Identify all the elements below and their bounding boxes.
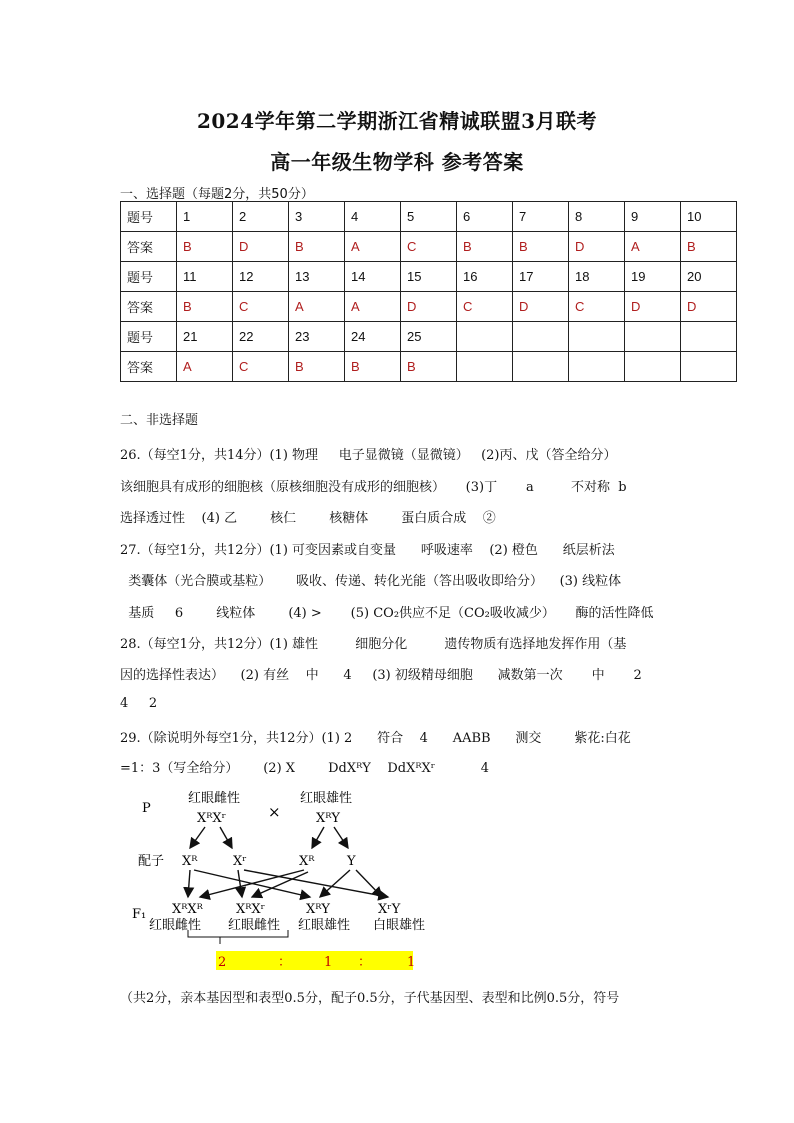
answer-cell: B [289, 352, 345, 382]
question-number-cell: 21 [177, 322, 233, 352]
question-row-label: 题号 [121, 322, 177, 352]
answer-cell: A [289, 292, 345, 322]
answer-cell: D [401, 292, 457, 322]
section2-heading: 二、非选择题 [120, 413, 199, 428]
question-number-cell [681, 322, 737, 352]
answer-row-label: 答案 [121, 352, 177, 382]
section1-heading: 一、选择题（每题2分，共50分） [120, 187, 314, 202]
question-number-cell [457, 322, 513, 352]
answer-cell: B [177, 232, 233, 262]
gamete-2: Xʳ [233, 854, 247, 869]
answer-cell: C [401, 232, 457, 262]
offspring-3-genotype: XᴿY [306, 902, 331, 917]
question-number-cell: 4 [345, 202, 401, 232]
answer-cell: B [177, 292, 233, 322]
question-number-cell: 8 [569, 202, 625, 232]
question-number-cell: 5 [401, 202, 457, 232]
offspring-4-phenotype: 白眼雄性 [373, 918, 426, 933]
answer-cell: C [233, 352, 289, 382]
answer-line: 26.（每空1分，共14分）(1) 物理 电子显微镜（显微镜） (2)丙、戊（答全给分） [120, 448, 617, 463]
cross-diagram [120, 780, 460, 975]
question-number-cell: 17 [513, 262, 569, 292]
ratio-separator-1: ： [278, 955, 292, 970]
parent1-genotype: XᴿXʳ [197, 811, 227, 826]
gamete-1: Xᴿ [182, 854, 198, 869]
answer-table [120, 201, 737, 382]
question-row-label: 题号 [121, 262, 177, 292]
question-number-cell: 22 [233, 322, 289, 352]
question-row [121, 202, 737, 232]
question-number-cell: 24 [345, 322, 401, 352]
answer-line: 27.（每空1分，共12分）(1) 可变因素或自变量 呼吸速率 (2) 橙色 纸层析法 [120, 543, 615, 558]
question-number-cell: 10 [681, 202, 737, 232]
question-number-cell: 1 [177, 202, 233, 232]
answer-cell [569, 352, 625, 382]
question-number-cell: 6 [457, 202, 513, 232]
question-number-cell: 7 [513, 202, 569, 232]
answer-cell: C [233, 292, 289, 322]
question-row [121, 322, 737, 352]
answer-line: 29.（除说明外每空1分，共12分）(1) 2 符合 4 AABB 测交 紫花:白花 [120, 731, 631, 746]
ratio-value-2: 1 [324, 955, 333, 970]
answer-cell: B [345, 352, 401, 382]
answer-cell: B [513, 232, 569, 262]
offspring-4-genotype: XʳY [378, 902, 401, 917]
ratio-separator-2: ： [358, 955, 372, 970]
question-number-cell [513, 322, 569, 352]
answer-row [121, 352, 737, 382]
answer-row-label: 答案 [121, 232, 177, 262]
answer-row [121, 232, 737, 262]
answer-cell: D [233, 232, 289, 262]
ratio-value-1: 2 [218, 955, 227, 970]
question-number-cell: 25 [401, 322, 457, 352]
question-row-label: 题号 [121, 202, 177, 232]
answer-cell: A [177, 352, 233, 382]
answer-cell: D [625, 292, 681, 322]
question-number-cell: 12 [233, 262, 289, 292]
gamete-3: Xᴿ [299, 854, 315, 869]
answer-line: 类囊体（光合膜或基粒） 吸收、传递、转化光能（答出吸收即给分） (3) 线粒体 [120, 574, 622, 589]
answer-line: 选择透过性 (4) 乙 核仁 核糖体 蛋白质合成 ② [120, 511, 496, 526]
answer-line: =1：3（写全给分） (2) X DdXᴿY DdXᴿXʳ 4 [120, 761, 490, 776]
question-number-cell [625, 322, 681, 352]
question-number-cell: 23 [289, 322, 345, 352]
parent1-phenotype: 红眼雌性 [188, 791, 241, 806]
page-title: 2024学年第二学期浙江省精诚联盟3月联考 [196, 109, 598, 133]
answer-cell: D [513, 292, 569, 322]
answer-cell: C [569, 292, 625, 322]
parent2-phenotype: 红眼雄性 [300, 791, 353, 806]
question-number-cell: 19 [625, 262, 681, 292]
p-label: P [142, 801, 151, 816]
cross-symbol: × [268, 803, 281, 821]
footnote: （共2分，亲本基因型和表型0.5分，配子0.5分，子代基因型、表型和比例0.5分，符号 [120, 991, 620, 1006]
offspring-2-genotype: XᴿXʳ [236, 902, 266, 917]
offspring-2-phenotype: 红眼雌性 [228, 918, 281, 933]
ratio-value-3: 1 [407, 955, 416, 970]
answer-cell: B [681, 232, 737, 262]
answer-line: 因的选择性表达） (2) 有丝 中 4 (3) 初级精母细胞 减数第一次 中 2 [120, 668, 642, 683]
answer-cell [681, 352, 737, 382]
question-number-cell: 18 [569, 262, 625, 292]
offspring-1-genotype: XᴿXᴿ [172, 902, 203, 917]
question-number-cell: 11 [177, 262, 233, 292]
answer-cell: B [457, 232, 513, 262]
answer-line: 4 2 [120, 696, 158, 711]
question-number-cell: 13 [289, 262, 345, 292]
question-row [121, 262, 737, 292]
answer-cell: D [681, 292, 737, 322]
parent2-genotype: XᴿY [316, 811, 341, 826]
answer-row [121, 292, 737, 322]
question-number-cell: 15 [401, 262, 457, 292]
question-number-cell: 20 [681, 262, 737, 292]
answer-line: 基质 6 线粒体 (4) > (5) CO₂供应不足（CO₂吸收减少） 酶的活性降低 [120, 606, 654, 621]
question-number-cell: 14 [345, 262, 401, 292]
answer-cell: A [345, 232, 401, 262]
answer-cell [513, 352, 569, 382]
answer-line: 28.（每空1分，共12分）(1) 雄性 细胞分化 遗传物质有选择地发挥作用（基 [120, 637, 627, 652]
ratio-highlight [216, 951, 416, 970]
answer-cell: A [625, 232, 681, 262]
answer-line: 该细胞具有成形的细胞核（原核细胞没有成形的细胞核） (3)丁 a 不对称 b [120, 480, 627, 495]
question-number-cell [569, 322, 625, 352]
question-number-cell: 3 [289, 202, 345, 232]
answer-row-label: 答案 [121, 292, 177, 322]
answer-cell: B [289, 232, 345, 262]
answer-cell: B [401, 352, 457, 382]
answer-cell: C [457, 292, 513, 322]
gamete-label: 配子 [138, 854, 165, 869]
page-subtitle: 高一年级生物学科 参考答案 [270, 150, 524, 174]
f1-label: F₁ [132, 907, 147, 922]
question-number-cell: 16 [457, 262, 513, 292]
question-number-cell: 2 [233, 202, 289, 232]
answer-cell: D [569, 232, 625, 262]
answer-cell: A [345, 292, 401, 322]
answer-cell [457, 352, 513, 382]
offspring-3-phenotype: 红眼雄性 [298, 918, 351, 933]
answer-cell [625, 352, 681, 382]
offspring-1-phenotype: 红眼雌性 [149, 918, 202, 933]
question-number-cell: 9 [625, 202, 681, 232]
gamete-4: Y [347, 854, 356, 869]
